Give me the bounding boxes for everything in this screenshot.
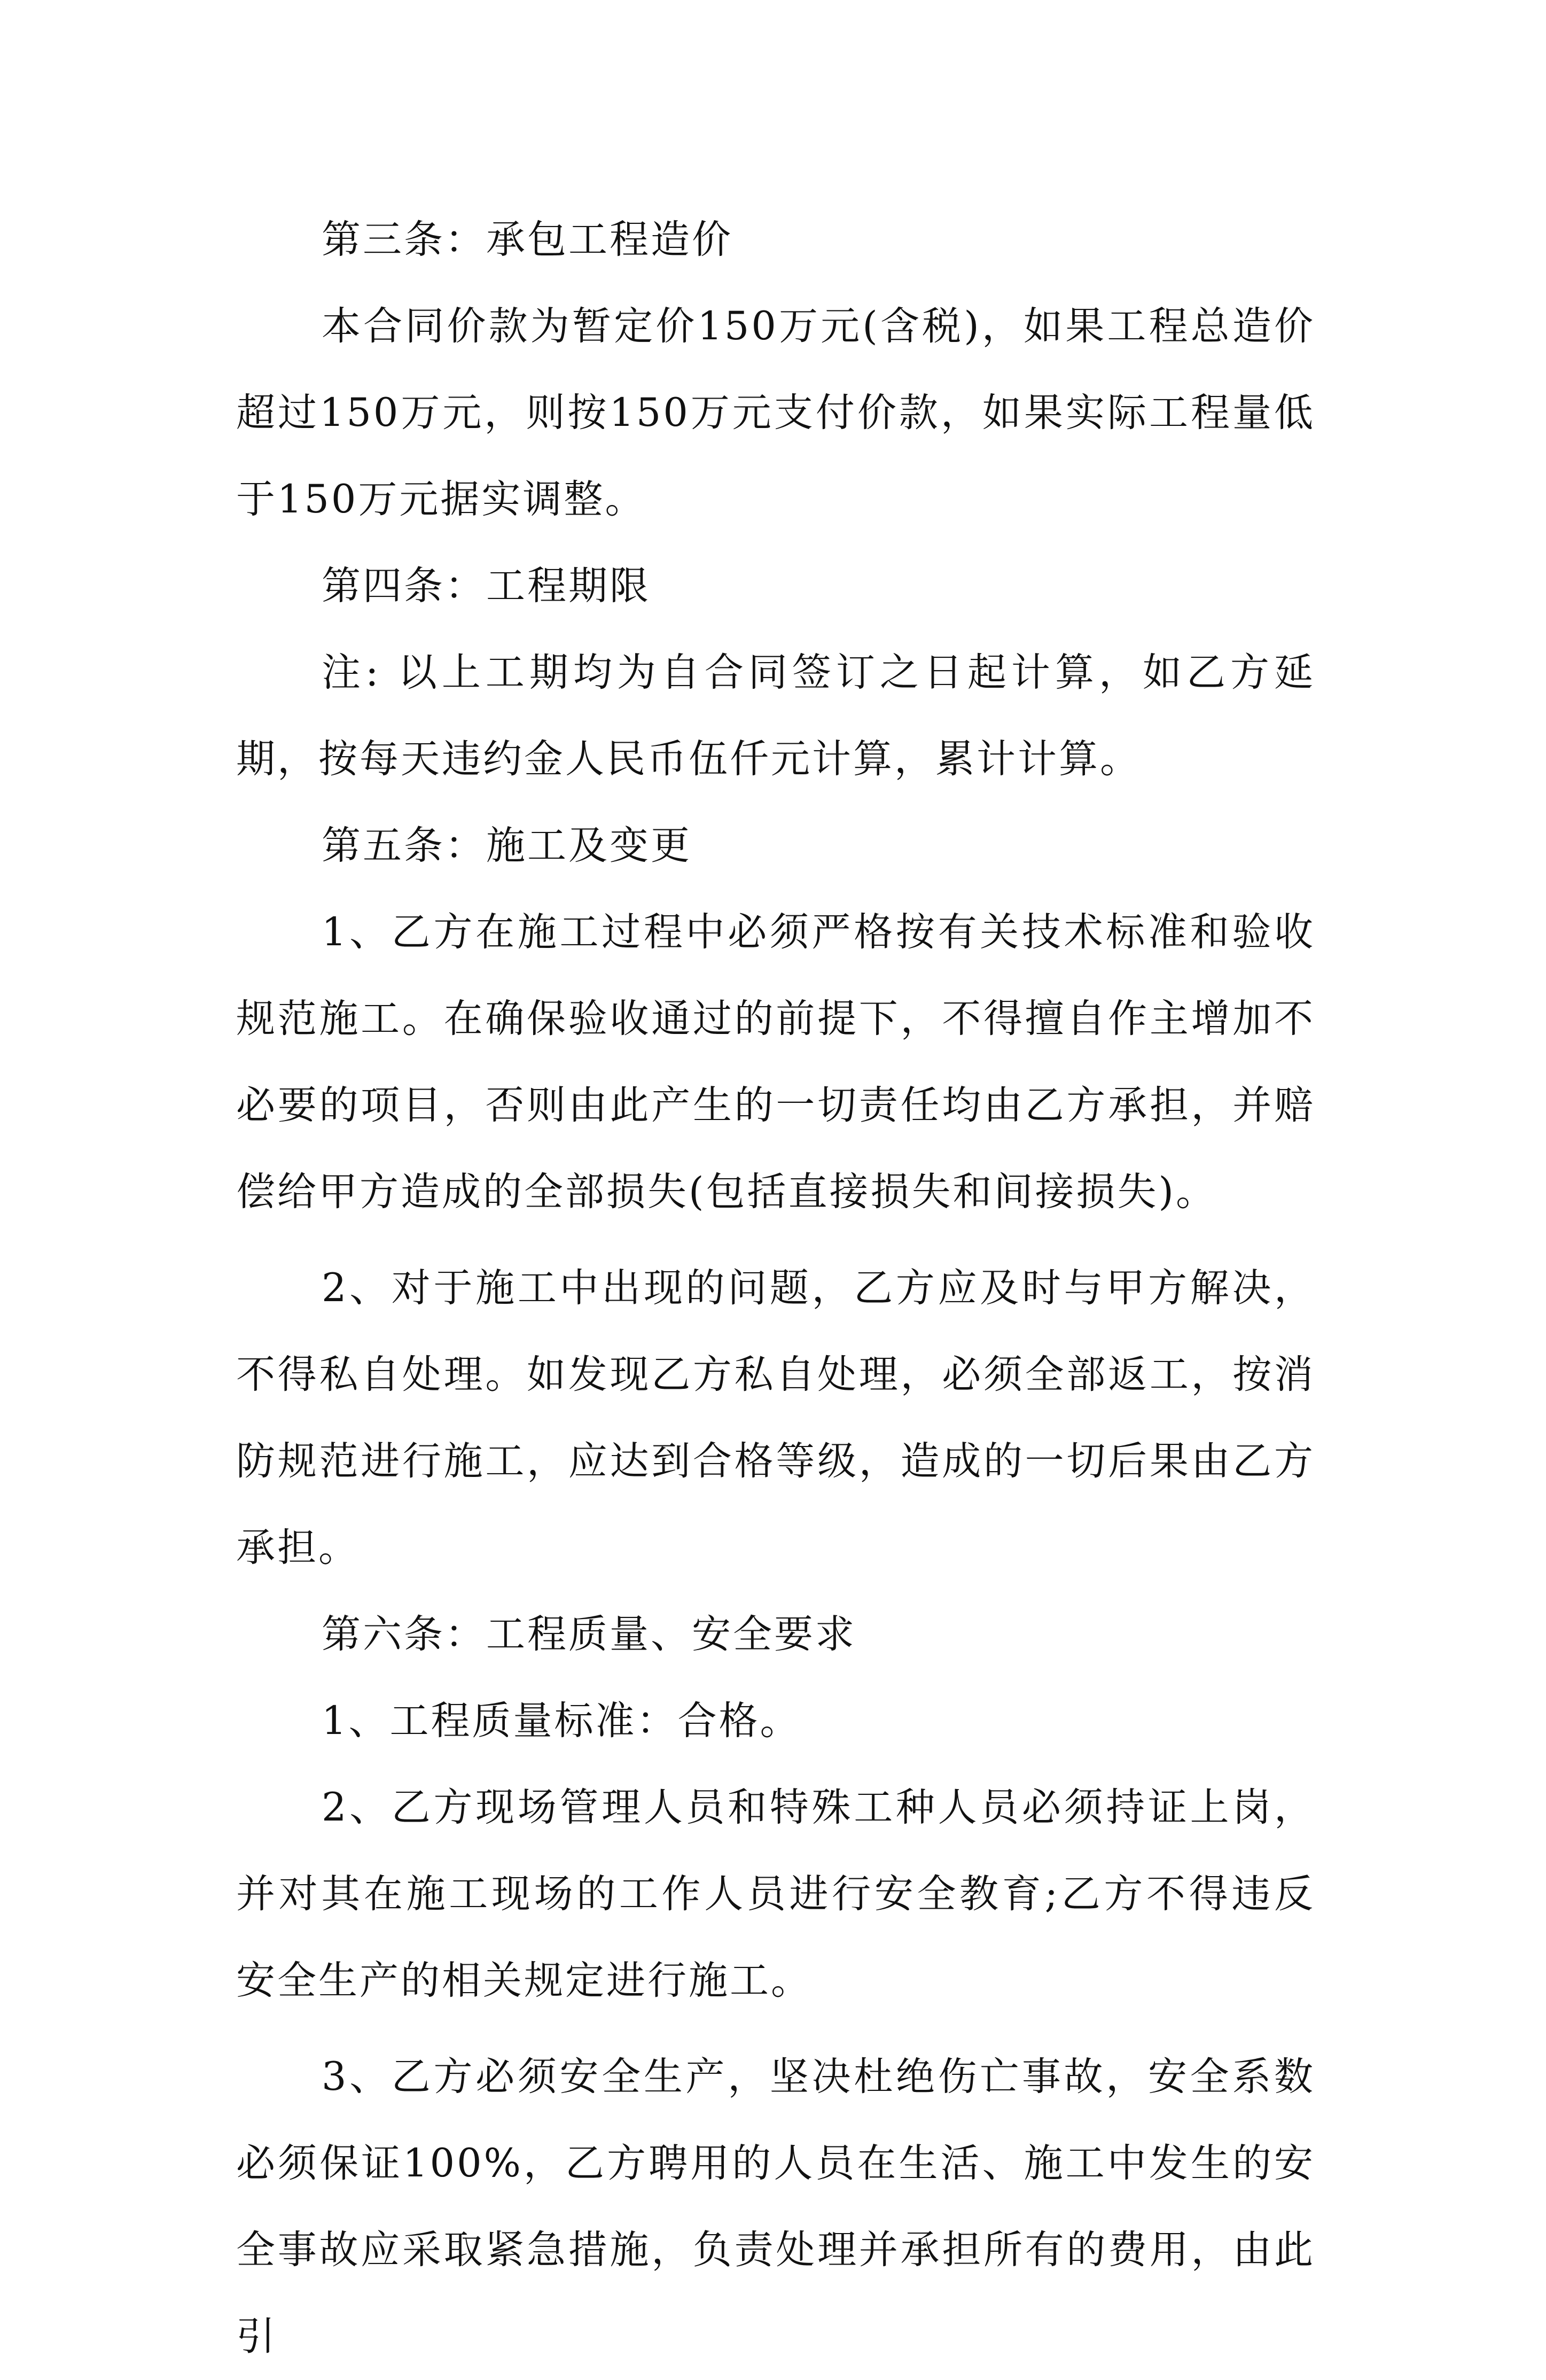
article-6-clause-1: 1、工程质量标准：合格。	[322, 1698, 801, 1744]
article-6-clause-2: 2、乙方现场管理人员和特殊工种人员必须持证上岗，并对其在施工现场的工作人员进行安全教育;乙方不得违反安全生产的相关规定进行施工。	[236, 1785, 1315, 2003]
article-3-price-paragraph: 本合同价款为暂定价150万元(含税)，如果工程总造价超过150万元，则按150万元支付价款，如果实际工程量低于150万元据实调整。	[236, 304, 1315, 522]
article-5-clause-1: 1、乙方在施工过程中必须严格按有关技术标准和验收规范施工。在确保验收通过的前提下，不得擅自作主增加不必要的项目，否则由此产生的一切责任均由乙方承担，并赔偿给甲方造成的全部损失(包括直接损失和间接损失)。	[236, 909, 1315, 1215]
article-3-heading: 第三条：承包工程造价	[322, 217, 733, 262]
article-4-note-paragraph: 注: 以上工期均为自合同签订之日起计算，如乙方延期，按每天违约金人民币伍仟元计算，累计计算。	[236, 650, 1315, 782]
article-6-heading: 第六条：工程质量、安全要求	[322, 1612, 856, 1657]
article-4-heading: 第四条：工程期限	[322, 563, 651, 609]
document-body	[236, 197, 1315, 2380]
article-6-clause-3: 3、乙方必须安全生产，坚决杜绝伤亡事故，安全系数必须保证100%，乙方聘用的人员在生活、施工中发生的安全事故应采取紧急措施，负责处理并承担所有的费用，由此引	[236, 2054, 1315, 2359]
article-5-clause-2: 2、对于施工中出现的问题，乙方应及时与甲方解决，不得私自处理。如发现乙方私自处理，必须全部返工，按消防规范进行施工，应达到合格等级，造成的一切后果由乙方承担。	[236, 1265, 1315, 1570]
article-5-heading: 第五条：施工及变更	[322, 823, 692, 868]
